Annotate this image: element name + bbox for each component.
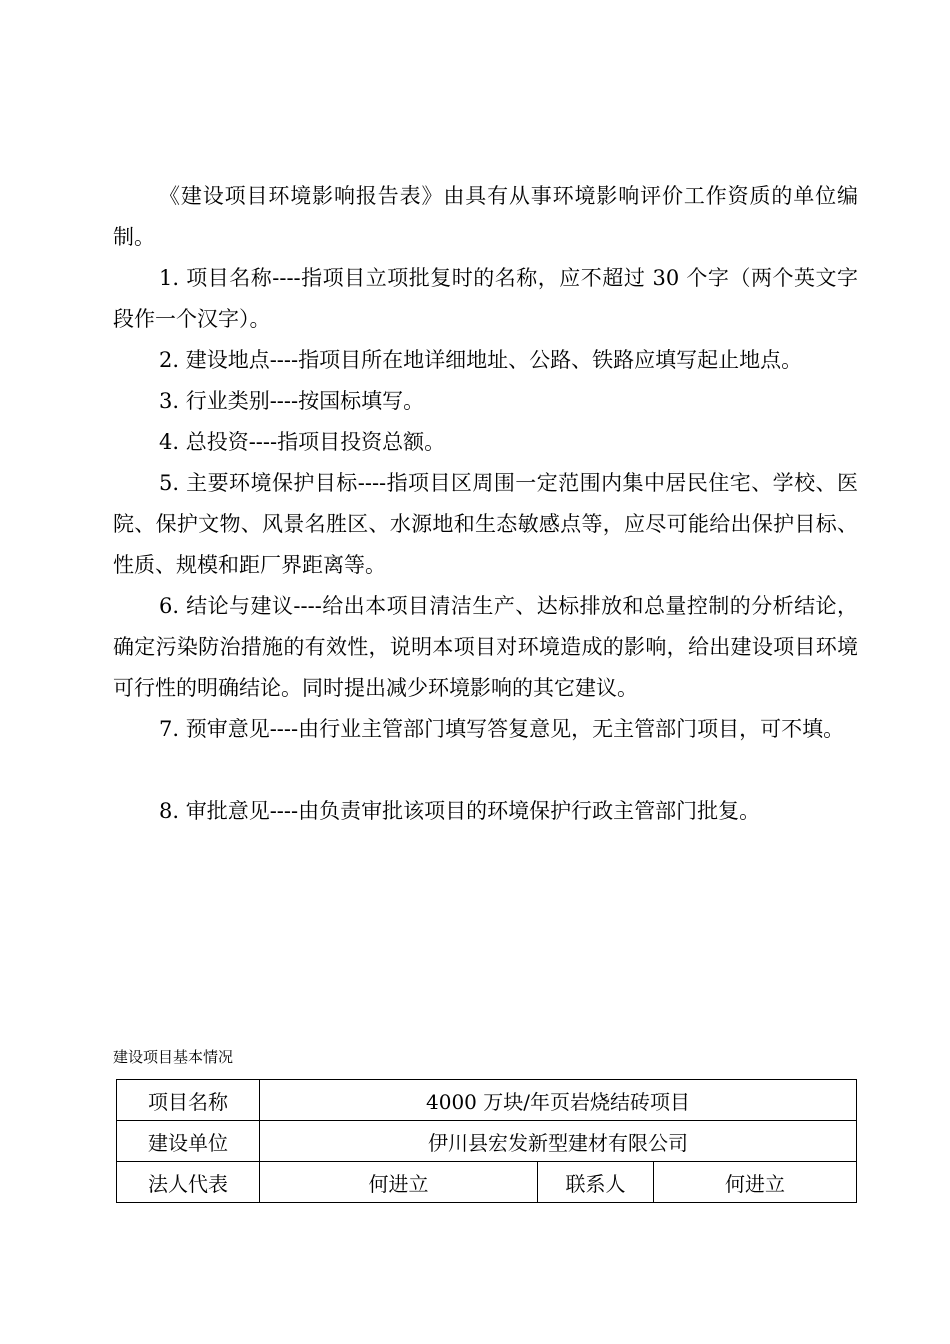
instruction-item-8: 8. 审批意见----由负责审批该项目的环境保护行政主管部门批复。 <box>159 799 761 823</box>
legal-representative-label: 法人代表 <box>117 1162 260 1203</box>
project-name-value: 4000 万块/年页岩烧结砖项目 <box>260 1080 857 1121</box>
contact-person-value: 何进立 <box>654 1162 857 1203</box>
construction-unit-label: 建设单位 <box>117 1121 260 1162</box>
table-row <box>117 1080 857 1121</box>
intro-paragraph: 《建设项目环境影响报告表》由具有从事环境影响评价工作资质的单位编制。 <box>113 184 858 249</box>
construction-unit-value: 伊川县宏发新型建材有限公司 <box>260 1121 857 1162</box>
basic-info-table <box>116 1079 857 1203</box>
table-row <box>117 1162 857 1203</box>
table-row <box>117 1121 857 1162</box>
contact-person-label: 联系人 <box>538 1162 654 1203</box>
instruction-item-3: 3. 行业类别----按国标填写。 <box>159 389 425 413</box>
instruction-item-1: 1. 项目名称----指项目立项批复时的名称，应不超过 30 个字（两个英文字段作一个汉字）。 <box>113 266 858 331</box>
instruction-item-7: 7. 预审意见----由行业主管部门填写答复意见，无主管部门项目，可不填。 <box>159 717 845 741</box>
instruction-item-4: 4. 总投资----指项目投资总额。 <box>159 430 446 454</box>
instruction-item-2: 2. 建设地点----指项目所在地详细地址、公路、铁路应填写起止地点。 <box>159 348 803 372</box>
legal-representative-value: 何进立 <box>260 1162 538 1203</box>
project-name-label: 项目名称 <box>117 1080 260 1121</box>
instruction-item-5: 5. 主要环境保护目标----指项目区周围一定范围内集中居民住宅、学校、医院、保护文物、风景名胜区、水源地和生态敏感点等，应尽可能给出保护目标、性质、规模和距厂界距离等。 <box>113 471 858 577</box>
instruction-item-6: 6. 结论与建议----给出本项目清洁生产、达标排放和总量控制的分析结论，确定污染防治措施的有效性，说明本项目对环境造成的影响，给出建设项目环境可行性的明确结论。同时提出减少环境影响的其它建议。 <box>113 594 858 700</box>
section-title: 建设项目基本情况 <box>113 1048 234 1066</box>
